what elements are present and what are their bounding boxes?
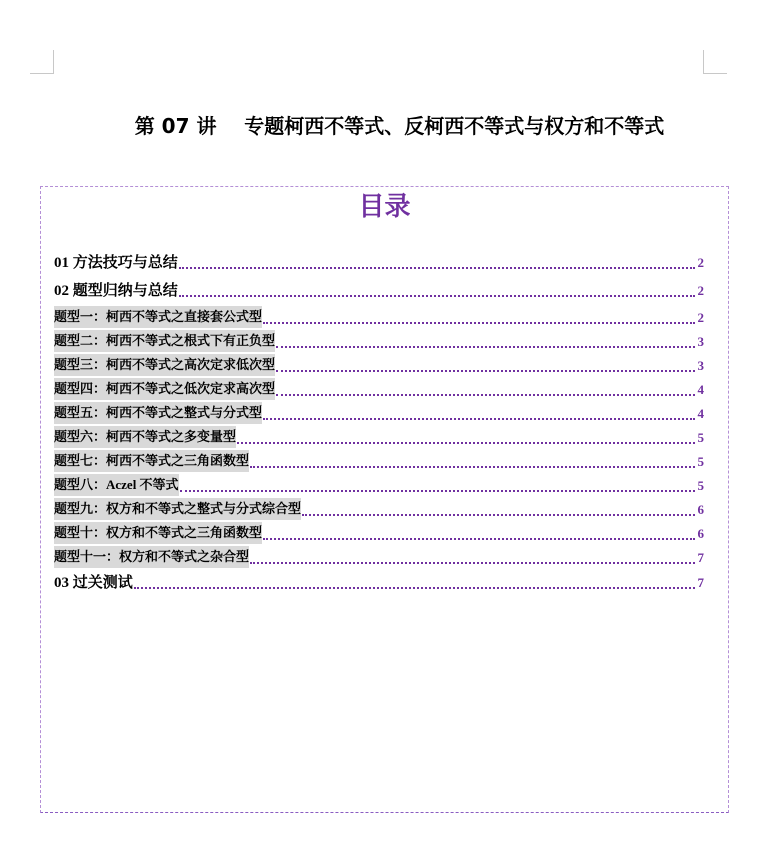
toc-entry-type-7[interactable] <box>54 450 704 472</box>
table-of-contents <box>40 186 729 813</box>
page-corner-mark-top-right <box>703 50 727 74</box>
toc-entry-label: 题型一：柯西不等式之直接套公式型 <box>54 306 262 328</box>
toc-entry-type-1[interactable] <box>54 306 704 328</box>
toc-page-number: 2 <box>697 255 704 270</box>
toc-page-number: 3 <box>697 334 704 349</box>
toc-entry-label: 题型五：柯西不等式之整式与分式型 <box>54 402 262 424</box>
toc-page-number: 5 <box>697 454 704 469</box>
toc-dot-leader <box>134 587 695 589</box>
toc-dot-leader <box>250 466 695 468</box>
toc-dot-leader <box>250 562 695 564</box>
toc-entry-methods-summary[interactable] <box>54 253 704 273</box>
toc-page-number: 4 <box>697 406 704 421</box>
toc-page-number: 3 <box>697 358 704 373</box>
toc-entry-type-10[interactable] <box>54 522 704 544</box>
toc-entry-type-8[interactable] <box>54 474 704 496</box>
toc-dot-leader <box>263 418 695 420</box>
toc-dot-leader <box>237 442 695 444</box>
toc-page-number: 7 <box>697 550 704 565</box>
toc-dot-leader <box>276 346 695 348</box>
toc-entry-final-test[interactable] <box>54 573 704 593</box>
page-corner-mark-top-left <box>30 50 54 74</box>
toc-page-number: 2 <box>697 283 704 298</box>
toc-entry-type-5[interactable] <box>54 402 704 424</box>
toc-entry-label: 题型二：柯西不等式之根式下有正负型 <box>54 330 275 352</box>
toc-page-number: 6 <box>697 502 704 517</box>
toc-dot-leader <box>180 490 695 492</box>
toc-dot-leader <box>179 295 695 297</box>
toc-entry-label: 题型四：柯西不等式之低次定求高次型 <box>54 378 275 400</box>
document-title: 第 07 讲 专题柯西不等式、反柯西不等式与权方和不等式 <box>134 114 665 138</box>
toc-entry-type-6[interactable] <box>54 426 704 448</box>
toc-entry-label: 题型十一：权方和不等式之杂合型 <box>54 546 249 568</box>
toc-entry-type-3[interactable] <box>54 354 704 376</box>
toc-page-number: 6 <box>697 526 704 541</box>
toc-page-number: 2 <box>697 310 704 325</box>
toc-entry-label: 题型九：权方和不等式之整式与分式综合型 <box>54 498 301 520</box>
toc-entry-type-9[interactable] <box>54 498 704 520</box>
toc-dot-leader <box>263 322 695 324</box>
toc-heading: 目录 <box>358 192 411 222</box>
toc-entry-label: 题型八：Aczel 不等式 <box>54 474 179 496</box>
toc-page-number: 4 <box>697 382 704 397</box>
toc-dot-leader <box>276 394 695 396</box>
toc-entry-label: 题型三：柯西不等式之高次定求低次型 <box>54 354 275 376</box>
toc-entry-label: 题型七：柯西不等式之三角函数型 <box>54 450 249 472</box>
toc-entry-label: 03 过关测试 <box>54 575 133 591</box>
toc-dot-leader <box>263 538 695 540</box>
toc-entry-label: 02 题型归纳与总结 <box>54 283 178 299</box>
toc-page-number: 7 <box>697 575 704 590</box>
toc-entry-problem-types[interactable] <box>54 281 704 301</box>
toc-entry-type-11[interactable] <box>54 546 704 568</box>
toc-page-number: 5 <box>697 478 704 493</box>
toc-entry-label: 题型六：柯西不等式之多变量型 <box>54 426 236 448</box>
toc-entry-label: 题型十：权方和不等式之三角函数型 <box>54 522 262 544</box>
toc-entry-type-4[interactable] <box>54 378 704 400</box>
toc-page-number: 5 <box>697 430 704 445</box>
toc-entry-label: 01 方法技巧与总结 <box>54 255 178 271</box>
toc-entry-type-2[interactable] <box>54 330 704 352</box>
toc-dot-leader <box>302 514 695 516</box>
toc-dot-leader <box>276 370 695 372</box>
toc-dot-leader <box>179 267 695 269</box>
